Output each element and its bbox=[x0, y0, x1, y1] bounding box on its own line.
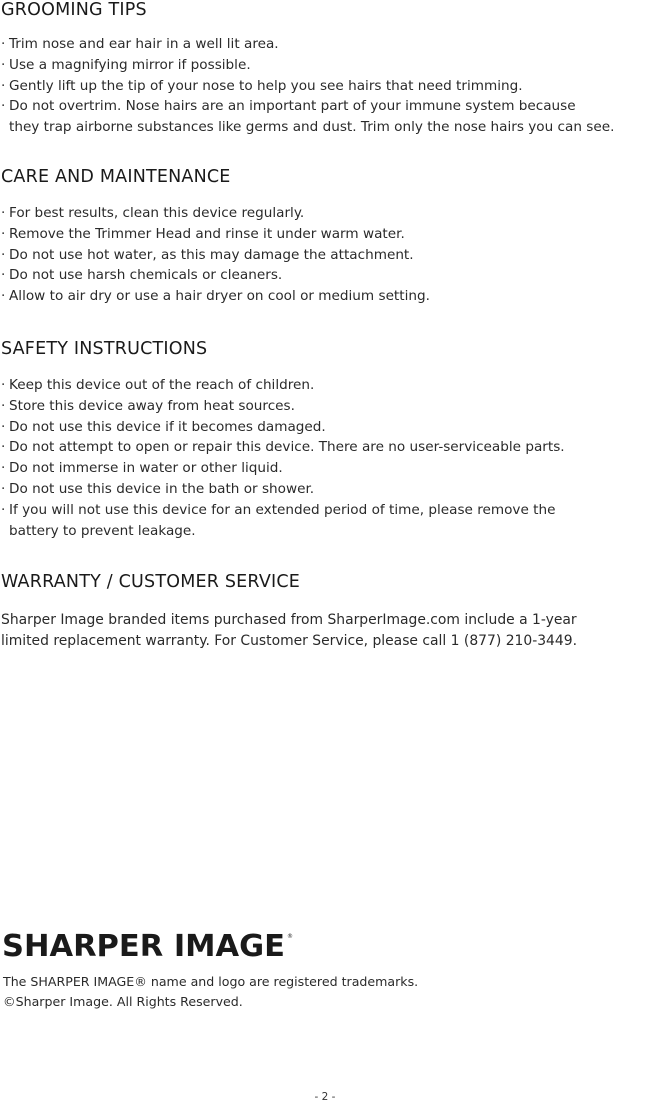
page-number: - 2 - bbox=[314, 1091, 336, 1103]
list-item: · Do not use this device in the bath or shower. bbox=[1, 479, 650, 500]
care-maintenance-list bbox=[1, 203, 650, 307]
list-item: · Do not use harsh chemicals or cleaners. bbox=[1, 265, 650, 286]
list-item: · Store this device away from heat sources. bbox=[1, 396, 650, 417]
legal-line: The SHARPER IMAGE® name and logo are registered trademarks. bbox=[3, 974, 419, 989]
list-item-line: battery to prevent leakage. bbox=[9, 522, 196, 539]
care-maintenance-section bbox=[1, 167, 650, 307]
list-item-line: If you will not use this device for an extended period of time, please remove the bbox=[9, 501, 556, 518]
sharper-image-logo bbox=[2, 929, 294, 959]
list-item-line: they trap airborne substances like germs and dust. Trim only the nose hairs you can see. bbox=[9, 119, 615, 136]
list-item: · For best results, clean this device regularly. bbox=[1, 203, 650, 224]
list-item: · Keep this device out of the reach of children. bbox=[1, 375, 650, 396]
list-item: · Trim nose and ear hair in a well lit area. bbox=[1, 34, 650, 55]
list-item: · Remove the Trimmer Head and rinse it under warm water. bbox=[1, 224, 650, 245]
list-item: · Use a magnifying mirror if possible. bbox=[1, 55, 650, 76]
section-heading: SAFETY INSTRUCTIONS bbox=[1, 339, 208, 359]
grooming-tips-section bbox=[1, 0, 650, 138]
list-item bbox=[1, 500, 650, 542]
paragraph-line: limited replacement warranty. For Customer Service, please call 1 (877) 210-3449. bbox=[1, 633, 577, 649]
list-item: · Allow to air dry or use a hair dryer on cool or medium setting. bbox=[1, 286, 650, 307]
logo-wordmark-icon bbox=[2, 929, 294, 959]
section-heading: GROOMING TIPS bbox=[1, 0, 147, 20]
section-heading: CARE AND MAINTENANCE bbox=[1, 167, 231, 187]
warranty-section bbox=[1, 572, 650, 652]
list-item: · Do not immerse in water or other liquid. bbox=[1, 458, 650, 479]
list-item bbox=[1, 96, 650, 138]
safety-instructions-list bbox=[1, 375, 650, 541]
list-item-line: Do not overtrim. Nose hairs are an important part of your immune system because bbox=[9, 98, 576, 115]
list-item: · Do not use hot water, as this may damage the attachment. bbox=[1, 245, 650, 266]
list-item: · Gently lift up the tip of your nose to help you see hairs that need trimming. bbox=[1, 76, 650, 97]
section-heading: WARRANTY / CUSTOMER SERVICE bbox=[1, 572, 301, 592]
grooming-tips-list bbox=[1, 34, 650, 138]
list-item: · Do not attempt to open or repair this device. There are no user-serviceable parts. bbox=[1, 437, 650, 458]
svg-text:®: ® bbox=[287, 933, 293, 940]
svg-text:SHARPER IMAGE: SHARPER IMAGE bbox=[2, 929, 285, 959]
paragraph-line: Sharper Image branded items purchased from SharperImage.com include a 1-year bbox=[1, 612, 577, 628]
legal-notice bbox=[3, 972, 418, 1011]
safety-instructions-section bbox=[1, 339, 650, 541]
list-item: · Do not use this device if it becomes damaged. bbox=[1, 417, 650, 438]
warranty-paragraph bbox=[1, 610, 650, 652]
legal-line: ©Sharper Image. All Rights Reserved. bbox=[3, 993, 243, 1009]
